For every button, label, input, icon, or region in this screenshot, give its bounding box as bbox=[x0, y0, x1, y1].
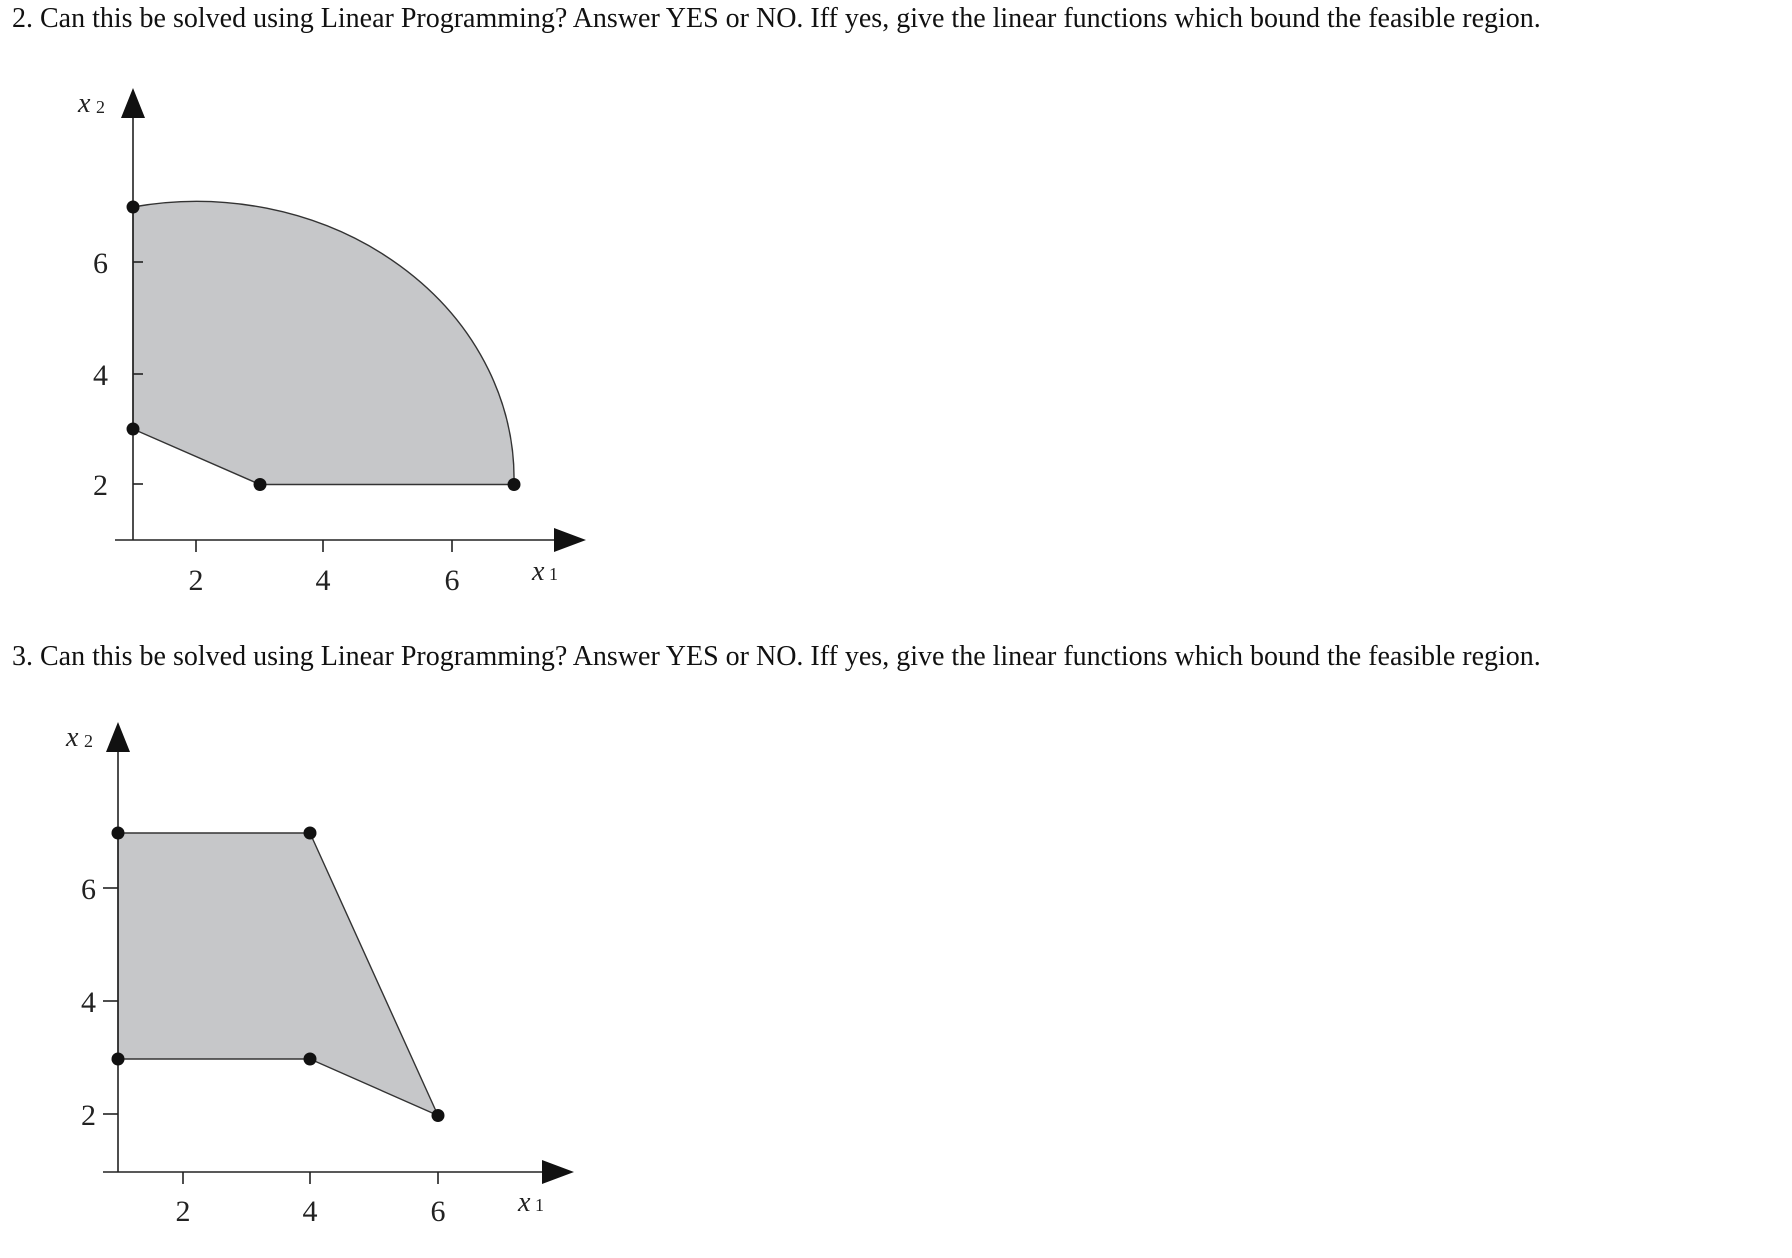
vertex-point bbox=[304, 1053, 317, 1066]
figure-question-2 bbox=[0, 72, 620, 612]
vertex-point bbox=[127, 201, 140, 214]
y-tick-label-2: 2 bbox=[93, 469, 108, 502]
x-ticks bbox=[189, 540, 460, 597]
y-tick-label-6: 6 bbox=[81, 873, 96, 906]
x-axis-label bbox=[531, 556, 558, 587]
x-axis-label bbox=[517, 1187, 544, 1218]
feasible-region bbox=[133, 201, 514, 484]
vertex-point bbox=[432, 1109, 445, 1122]
x-axis-label-subscript: 1 bbox=[549, 564, 558, 584]
y-tick-label-6: 6 bbox=[93, 247, 108, 280]
x-axis-label-name: x bbox=[532, 556, 545, 587]
x-axis-arrow-icon bbox=[542, 1160, 574, 1184]
vertex-point bbox=[254, 478, 267, 491]
vertex-point bbox=[508, 478, 521, 491]
vertex-point bbox=[304, 827, 317, 840]
x-axis-label-name: x bbox=[518, 1187, 531, 1218]
x-tick-label-2: 2 bbox=[188, 564, 204, 597]
y-tick-label-4: 4 bbox=[81, 986, 96, 1019]
vertex-point bbox=[112, 827, 125, 840]
x-tick-label-6: 6 bbox=[430, 1195, 446, 1228]
y-ticks bbox=[81, 873, 118, 1132]
y-axis-label bbox=[77, 88, 105, 119]
y-axis-arrow-icon bbox=[121, 88, 145, 118]
question-2-text: 2. Can this be solved using Linear Programming? Answer YES or NO. Iff yes, give the linear functions which bound the feasible region. bbox=[12, 3, 1541, 34]
y-tick-label-2: 2 bbox=[81, 1099, 96, 1132]
y-axis-label-name: x bbox=[78, 88, 91, 119]
vertex-point bbox=[127, 423, 140, 436]
x-axis-arrow-icon bbox=[554, 528, 586, 552]
question-3-text: 3. Can this be solved using Linear Programming? Answer YES or NO. Iff yes, give the linear functions which bound the feasible region. bbox=[12, 641, 1541, 672]
y-axis-label-name: x bbox=[66, 722, 79, 753]
figure-question-3 bbox=[0, 706, 620, 1246]
x-tick-label-6: 6 bbox=[444, 564, 460, 597]
x-tick-label-4: 4 bbox=[315, 564, 331, 597]
feasible-region-layer bbox=[133, 201, 514, 484]
x-tick-label-4: 4 bbox=[302, 1195, 318, 1228]
y-axis-label-subscript: 2 bbox=[84, 731, 93, 751]
x-axis-label-subscript: 1 bbox=[535, 1195, 544, 1215]
feasible-region-layer bbox=[118, 833, 438, 1116]
vertex-point bbox=[112, 1053, 125, 1066]
x-tick-label-2: 2 bbox=[175, 1195, 191, 1228]
y-tick-label-4: 4 bbox=[93, 359, 108, 392]
y-axis-label-subscript: 2 bbox=[96, 97, 105, 117]
y-axis-arrow-icon bbox=[106, 722, 130, 752]
feasible-region bbox=[118, 833, 438, 1116]
x-ticks bbox=[176, 1172, 446, 1228]
y-axis-label bbox=[65, 722, 93, 753]
